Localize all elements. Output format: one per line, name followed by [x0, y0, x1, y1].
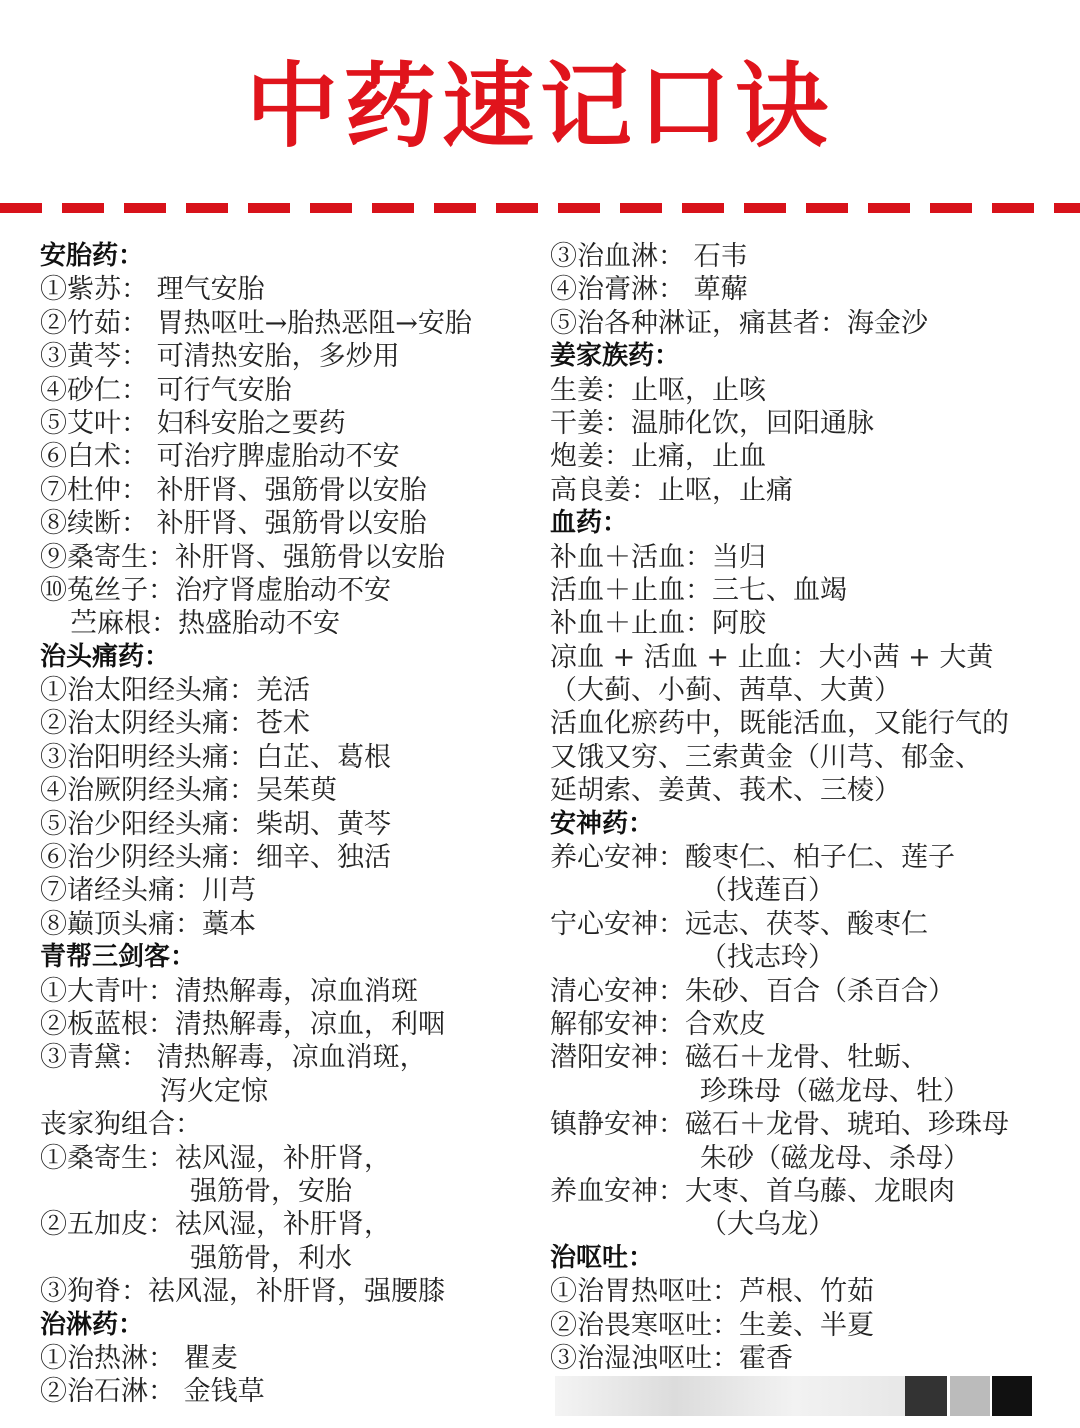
text-line: ④治厥阴经头痛：吴茱萸 [40, 775, 337, 807]
section-heading: 安胎药： [40, 241, 145, 271]
text-line: 珍珠母（磁龙母、牡） [700, 1075, 970, 1107]
text-line: ①桑寄生：祛风湿，补肝肾， [40, 1142, 391, 1174]
blurred-footer-block [905, 1376, 947, 1416]
left-column [40, 240, 540, 1409]
section-heading: 安神药： [550, 808, 655, 839]
text-line: 养心安神：酸枣仁、柏子仁、莲子 [550, 842, 955, 874]
text-line: ⑥白术： 可治疗脾虚胎动不安 [40, 441, 400, 473]
text-line: 补血＋活血：当归 [550, 541, 766, 573]
text-line: ⑤治各种淋证，痛甚者：海金沙 [550, 307, 928, 339]
text-line: ⑧续断： 补肝肾、强筋骨以安胎 [40, 508, 427, 540]
text-line: 活血化瘀药中，既能活血，又能行气的 [550, 708, 1009, 740]
text-line: ③治血淋： 石韦 [550, 241, 748, 272]
text-line: ③治湿浊呕吐：霍香 [550, 1342, 793, 1374]
dashed-divider [0, 203, 1080, 213]
text-line: （找志玲） [700, 942, 835, 974]
text-line: ③狗脊：祛风湿，补肝肾，强腰膝 [40, 1276, 445, 1308]
text-line: ①治热淋： 瞿麦 [40, 1342, 238, 1374]
text-line: ②五加皮：祛风湿，补肝肾， [40, 1209, 391, 1241]
text-line: 苎麻根：热盛胎动不安 [70, 608, 340, 640]
section-heading: 血药： [550, 508, 629, 539]
text-line: ⑥治少阴经头痛：细辛、独活 [40, 842, 391, 874]
text-line: 解郁安神：合欢皮 [550, 1008, 766, 1040]
text-line: ③青黛： 清热解毒，凉血消斑， [40, 1042, 427, 1074]
section-heading: 姜家族药： [550, 341, 681, 372]
blurred-footer [555, 1376, 915, 1416]
text-line: 朱砂（磁龙母、杀母） [700, 1142, 970, 1174]
text-line: ⑤治少阳经头痛：柴胡、黄芩 [40, 808, 391, 840]
text-line: ①大青叶：清热解毒，凉血消斑 [40, 975, 418, 1007]
text-line: （找莲百） [700, 875, 835, 907]
text-line: 又饿又穷、三索黄金（川芎、郁金、 [550, 741, 982, 773]
text-line: 活血＋止血：三七、血竭 [550, 574, 847, 606]
blurred-footer-block [950, 1376, 990, 1416]
text-line: 高良姜：止呕，止痛 [550, 474, 793, 506]
text-line: ②竹茹： 胃热呕吐→胎热恶阻→安胎 [40, 307, 472, 339]
text-line: 生姜：止呕，止咳 [550, 374, 766, 406]
page-title: 中药速记口诀 [245, 53, 834, 160]
text-line: 强筋骨，利水 [190, 1242, 352, 1274]
text-line: ④治膏淋： 萆薢 [550, 274, 748, 306]
section-heading: 治头痛药： [40, 641, 171, 672]
text-line: ②板蓝根：清热解毒，凉血，利咽 [40, 1008, 445, 1040]
text-line: 清心安神：朱砂、百合（杀百合） [550, 975, 955, 1007]
text-line: ①治太阳经头痛：羌活 [40, 675, 310, 707]
text-line: 宁心安神：远志、茯苓、酸枣仁 [550, 908, 928, 940]
text-line: 镇静安神：磁石＋龙骨、琥珀、珍珠母 [550, 1109, 1009, 1141]
text-line: 干姜：温肺化饮，回阳通脉 [550, 407, 874, 439]
text-line: ②治太阴经头痛：苍术 [40, 708, 310, 740]
text-line: ①治胃热呕吐：芦根、竹茹 [550, 1276, 874, 1308]
right-column [550, 240, 1070, 1375]
text-line: 强筋骨，安胎 [190, 1175, 352, 1207]
section-heading: 治淋药： [40, 1309, 145, 1340]
text-line: ③治阳明经头痛：白芷、葛根 [40, 741, 391, 773]
text-line: ⑦诸经头痛：川芎 [40, 875, 256, 907]
blurred-footer-block [992, 1376, 1032, 1416]
text-line: ③黄芩： 可清热安胎，多炒用 [40, 341, 400, 373]
text-line: ②治畏寒呕吐：生姜、半夏 [550, 1309, 874, 1341]
text-line: （大蓟、小蓟、茜草、大黄） [550, 675, 901, 707]
text-line: 补血＋止血：阿胶 [550, 608, 766, 640]
text-line: ②治石淋： 金钱草 [40, 1376, 265, 1408]
text-line: 泻火定惊 [160, 1075, 268, 1107]
section-heading: 青帮三剑客： [40, 942, 197, 973]
text-line: 延胡索、姜黄、莪术、三棱） [550, 775, 901, 807]
text-line: ④砂仁： 可行气安胎 [40, 374, 292, 406]
text-line: 养血安神：大枣、首乌藤、龙眼肉 [550, 1175, 955, 1207]
text-line: ⑦杜仲： 补肝肾、强筋骨以安胎 [40, 474, 427, 506]
text-line: （大乌龙） [700, 1209, 835, 1241]
text-line: ⑤艾叶： 妇科安胎之要药 [40, 407, 346, 439]
text-line: 丧家狗组合： [40, 1109, 202, 1141]
text-line: 炮姜：止痛，止血 [550, 441, 766, 473]
text-line: ⑩菟丝子：治疗肾虚胎动不安 [40, 574, 391, 606]
text-line: 潜阳安神：磁石＋龙骨、牡蛎、 [550, 1042, 928, 1074]
text-line: ⑧巅顶头痛：藁本 [40, 908, 256, 940]
text-line: ①紫苏： 理气安胎 [40, 274, 265, 306]
text-line: 凉血 + 活血 + 止血：大小茜 + 大黄 [550, 641, 994, 673]
section-heading: 治呕吐： [550, 1242, 655, 1273]
text-line: ⑨桑寄生：补肝肾、强筋骨以安胎 [40, 541, 445, 573]
